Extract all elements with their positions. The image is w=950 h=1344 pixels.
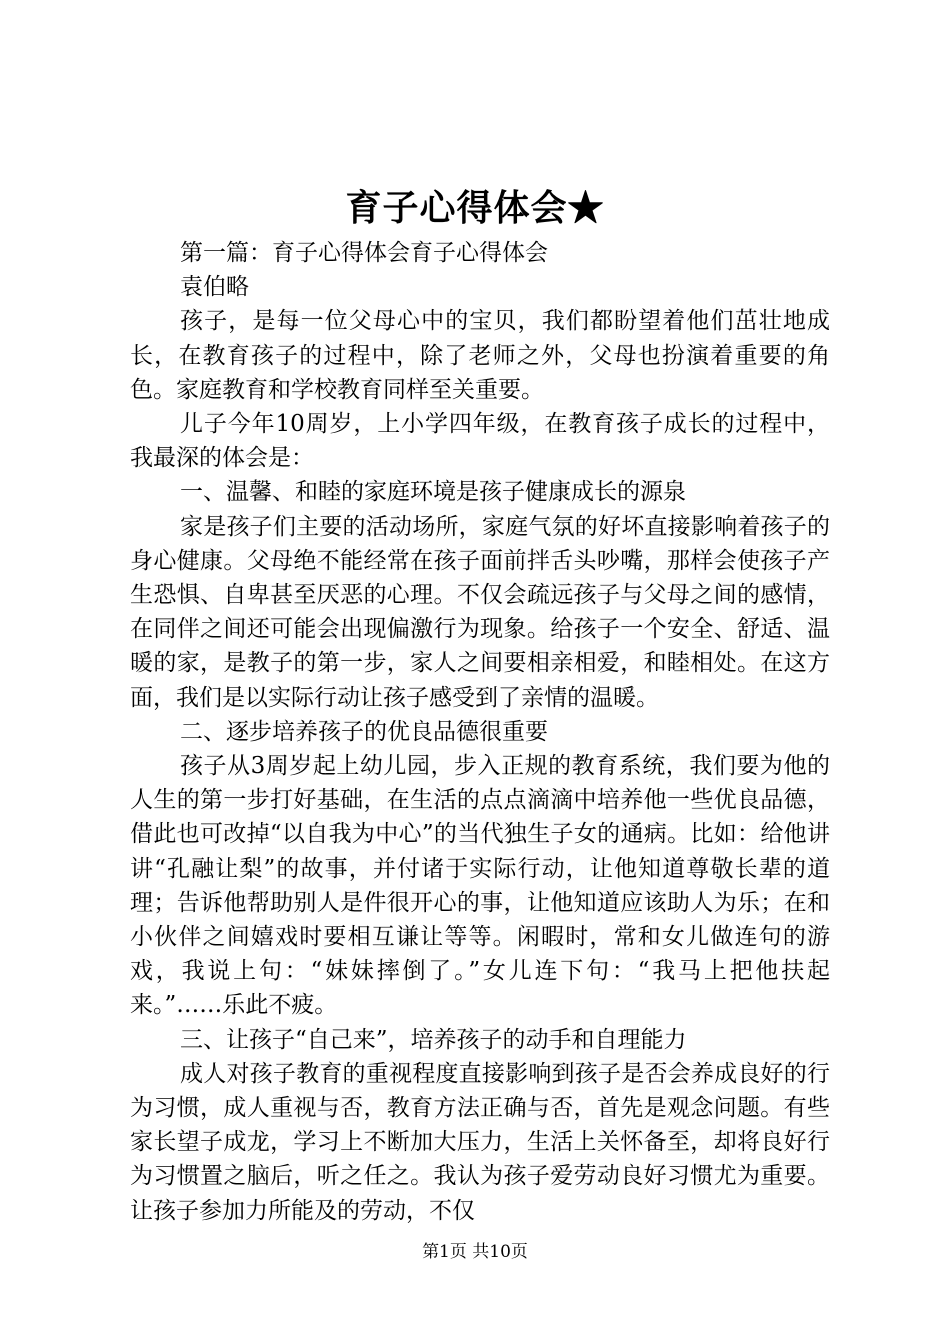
body-paragraph: 家是孩子们主要的活动场所，家庭气氛的好坏直接影响着孩子的身心健康。父母绝不能经常在孩子面前拌舌头吵嘴，那样会使孩子产生恐惧、自卑甚至厌恶的心理。不仅会疏远孩子与父母之间的感情，在同伴之间还可能会出现偏激行为现象。给孩子一个安全、舒适、温暖的家，是教子的第一步，家人之间要相亲相爱，和睦相处。在这方面，我们是以实际行动让孩子感受到了亲情的温暖。 <box>130 513 830 711</box>
body-paragraph: 成人对孩子教育的重视程度直接影响到孩子是否会养成良好的行为习惯，成人重视与否，教育方法正确与否，首先是观念问题。有些家长望子成龙，学习上不断加大压力，生活上关怀备至，却将良好行为习惯置之脑后，听之任之。我认为孩子爱劳动良好习惯尤为重要。让孩子参加力所能及的劳动，不仅 <box>130 1060 830 1224</box>
section-heading: 第一篇：育子心得体会育子心得体会 <box>180 240 548 266</box>
document-body <box>130 236 830 1228</box>
author-name: 袁伯略 <box>180 274 249 301</box>
body-paragraph: 儿子今年10周岁，上小学四年级，在教育孩子成长的过程中，我最深的体会是： <box>130 411 830 472</box>
body-paragraph: 孩子从3周岁起上幼儿园，步入正规的教育系统，我们要为他的人生的第一步打好基础，在生活的点点滴滴中培养他一些优良品德，借此也可改掉“以自我为中心”的当代独生子女的通病。比如：给他讲讲“孔融让梨”的故事，并付诸于实际行动，让他知道尊敬长辈的道理；告诉他帮助别人是件很开心的事，让他知道应该助人为乐；在和小伙伴之间嬉戏时要相互谦让等等。闲暇时，常和女儿做连句的游戏，我说上句：“妹妹摔倒了。”女儿连下句：“我马上把他扶起来。”……乐此不疲。 <box>130 753 830 1019</box>
document-title: 育子心得体会★ <box>345 187 605 229</box>
subheading: 三、让孩子“自己来”，培养孩子的动手和自理能力 <box>180 1026 687 1053</box>
subheading: 一、温馨、和睦的家庭环境是孩子健康成长的源泉 <box>180 479 686 506</box>
body-paragraph: 孩子，是每一位父母心中的宝贝，我们都盼望着他们茁壮地成长，在教育孩子的过程中，除了老师之外，父母也扮演着重要的角色。家庭教育和学校教育同样至关重要。 <box>130 308 830 403</box>
subheading: 二、逐步培养孩子的优良品德很重要 <box>180 718 548 745</box>
page-footer: 第1页 共10页 <box>422 1242 528 1262</box>
